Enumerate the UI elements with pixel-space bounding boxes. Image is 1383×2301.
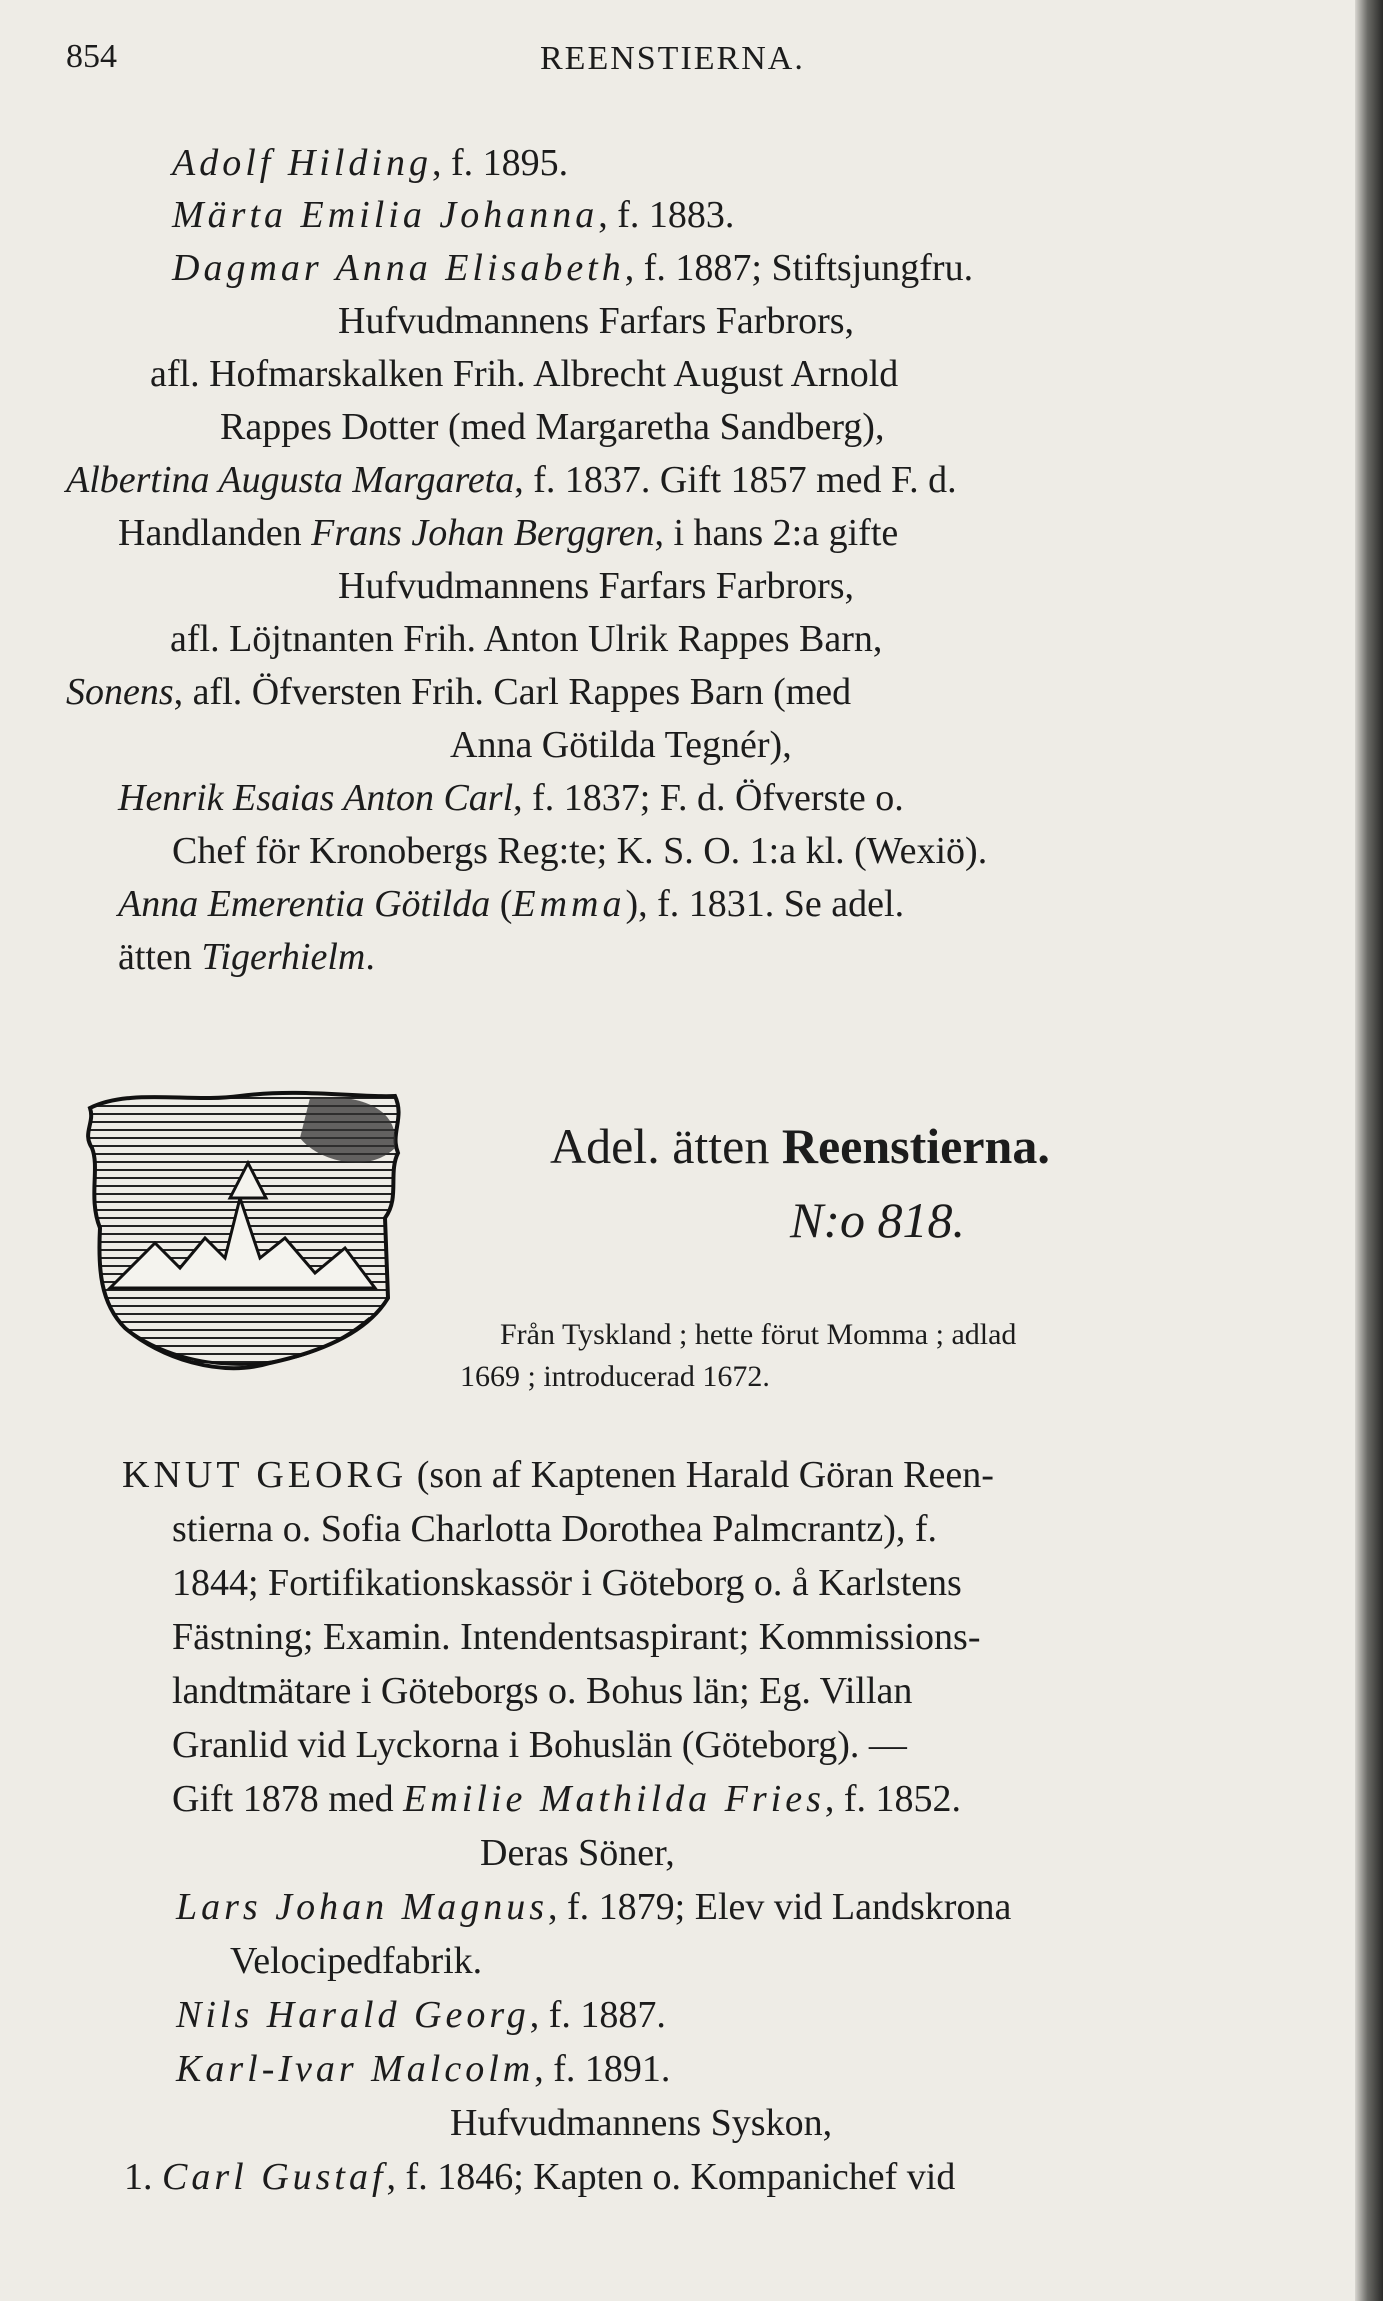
relation-heading: Hufvudmannens Syskon,: [450, 2102, 833, 2144]
family-number: N:o 818.: [790, 1192, 965, 1248]
person-name: Karl-Ivar Malcolm: [176, 2048, 535, 2090]
entry-text: , f. 1891.: [534, 2048, 671, 2090]
person-name: Sonens: [66, 671, 174, 713]
entry-line: [176, 1882, 1011, 1932]
entry-line: [66, 667, 851, 717]
relation-heading: Hufvudmannens Farfars Farbrors,: [338, 300, 855, 342]
entry-text: ), f. 1831. Se adel.: [625, 883, 905, 925]
entry-line: Rappes Dotter (med Margaretha Sandberg),: [220, 406, 885, 448]
page-edge-shadow: [1355, 0, 1383, 2301]
entry-line: [172, 138, 568, 188]
entry-text: .: [365, 936, 375, 978]
person-name: Emma: [512, 883, 626, 925]
entry-line: stierna o. Sofia Charlotta Dorothea Palmcrantz), f.: [172, 1508, 938, 1550]
entry-text: , f. 1846; Kapten o. Kompanichef vid: [386, 2156, 956, 2198]
entry-text: (: [490, 883, 513, 925]
heading-punct: .: [1037, 1118, 1050, 1174]
entry-line: Fästning; Examin. Intendentsaspirant; Kommissions-: [172, 1616, 981, 1658]
family-name: Reenstierna: [781, 1118, 1038, 1174]
head-of-family-entry: [122, 1450, 994, 1500]
entry-text: , f. 1852.: [824, 1778, 962, 1820]
person-name: Adolf Hilding: [172, 142, 432, 184]
entry-line: Chef för Kronobergs Reg:te; K. S. O. 1:a kl. (Wexiö).: [172, 830, 988, 872]
entry-text: , i hans 2:a gifte: [654, 512, 899, 554]
entry-line: [176, 2044, 670, 2094]
person-name: Carl Gustaf: [162, 2156, 387, 2198]
entry-line: [172, 243, 973, 293]
entry-line: [176, 1990, 666, 2040]
person-name: Emilie Mathilda Fries: [403, 1778, 825, 1820]
page-number: 854: [66, 38, 117, 75]
entry-text: Handlanden: [118, 512, 312, 554]
running-title: REENSTIERNA.: [540, 40, 805, 77]
person-name: Lars Johan Magnus: [176, 1886, 549, 1928]
entry-line: [172, 190, 734, 240]
entry-line: Granlid vid Lyckorna i Bohuslän (Göteborg). —: [172, 1724, 907, 1766]
person-name: Märta Emilia Johanna: [172, 194, 599, 236]
entry-text: 1.: [124, 2156, 162, 2198]
person-name: Anna Emerentia Götilda: [118, 883, 491, 925]
heading-prefix: Adel. ätten: [550, 1118, 782, 1174]
entry-line: [66, 455, 957, 505]
entry-text: , f. 1895.: [431, 142, 569, 184]
entry-line: 1844; Fortifikationskassör i Göteborg o. å Karlstens: [172, 1562, 962, 1604]
entry-line: [118, 879, 904, 929]
person-name: Frans Johan Berggren: [311, 512, 655, 554]
entry-text: , afl. Öfversten Frih. Carl Rappes Barn (med: [173, 671, 852, 713]
person-name: Nils Harald Georg: [176, 1994, 530, 2036]
entry-text: , f. 1879; Elev vid Landskrona: [548, 1886, 1012, 1928]
entry-text: , f. 1837. Gift 1857 med F. d.: [514, 459, 957, 501]
entry-line: [118, 508, 898, 558]
origin-note: Från Tyskland ; hette förut Momma ; adlad: [500, 1318, 1017, 1351]
entry-line: [118, 932, 375, 982]
entry-text: (son af Kaptenen Harald Göran Reen-: [407, 1454, 994, 1496]
relation-heading: Deras Söner,: [480, 1832, 675, 1874]
entry-text: , f. 1883.: [598, 194, 735, 236]
entry-line: Velocipedfabrik.: [230, 1940, 483, 1982]
person-name: Henrik Esaias Anton Carl: [118, 777, 514, 819]
entry-line: [124, 2152, 955, 2202]
relation-heading: Hufvudmannens Farfars Farbrors,: [338, 565, 855, 607]
entry-text: Gift 1878 med: [172, 1778, 404, 1820]
entry-line: [118, 773, 904, 823]
origin-note: 1669 ; introducerad 1672.: [460, 1360, 770, 1393]
entry-line: landtmätare i Göteborgs o. Bohus län; Eg. Villan: [172, 1670, 913, 1712]
entry-line: Anna Götilda Tegnér),: [450, 724, 792, 766]
entry-line: afl. Löjtnanten Frih. Anton Ulrik Rappes Barn,: [170, 618, 883, 660]
person-name: Albertina Augusta Margareta: [66, 459, 515, 501]
entry-text: , f. 1887; Stiftsjungfru.: [624, 247, 974, 289]
family-heading: [550, 1116, 1050, 1176]
person-name: KNUT GEORG: [122, 1454, 408, 1496]
entry-text: , f. 1887.: [529, 1994, 666, 2036]
entry-text: , f. 1837; F. d. Öfverste o.: [513, 777, 904, 819]
entry-text: ätten: [118, 936, 202, 978]
family-name-ref: Tigerhielm: [201, 936, 366, 978]
entry-line: [172, 1774, 961, 1824]
person-name: Dagmar Anna Elisabeth: [172, 247, 625, 289]
coat-of-arms-image: [70, 1078, 415, 1398]
entry-line: afl. Hofmarskalken Frih. Albrecht August Arnold: [150, 353, 899, 395]
